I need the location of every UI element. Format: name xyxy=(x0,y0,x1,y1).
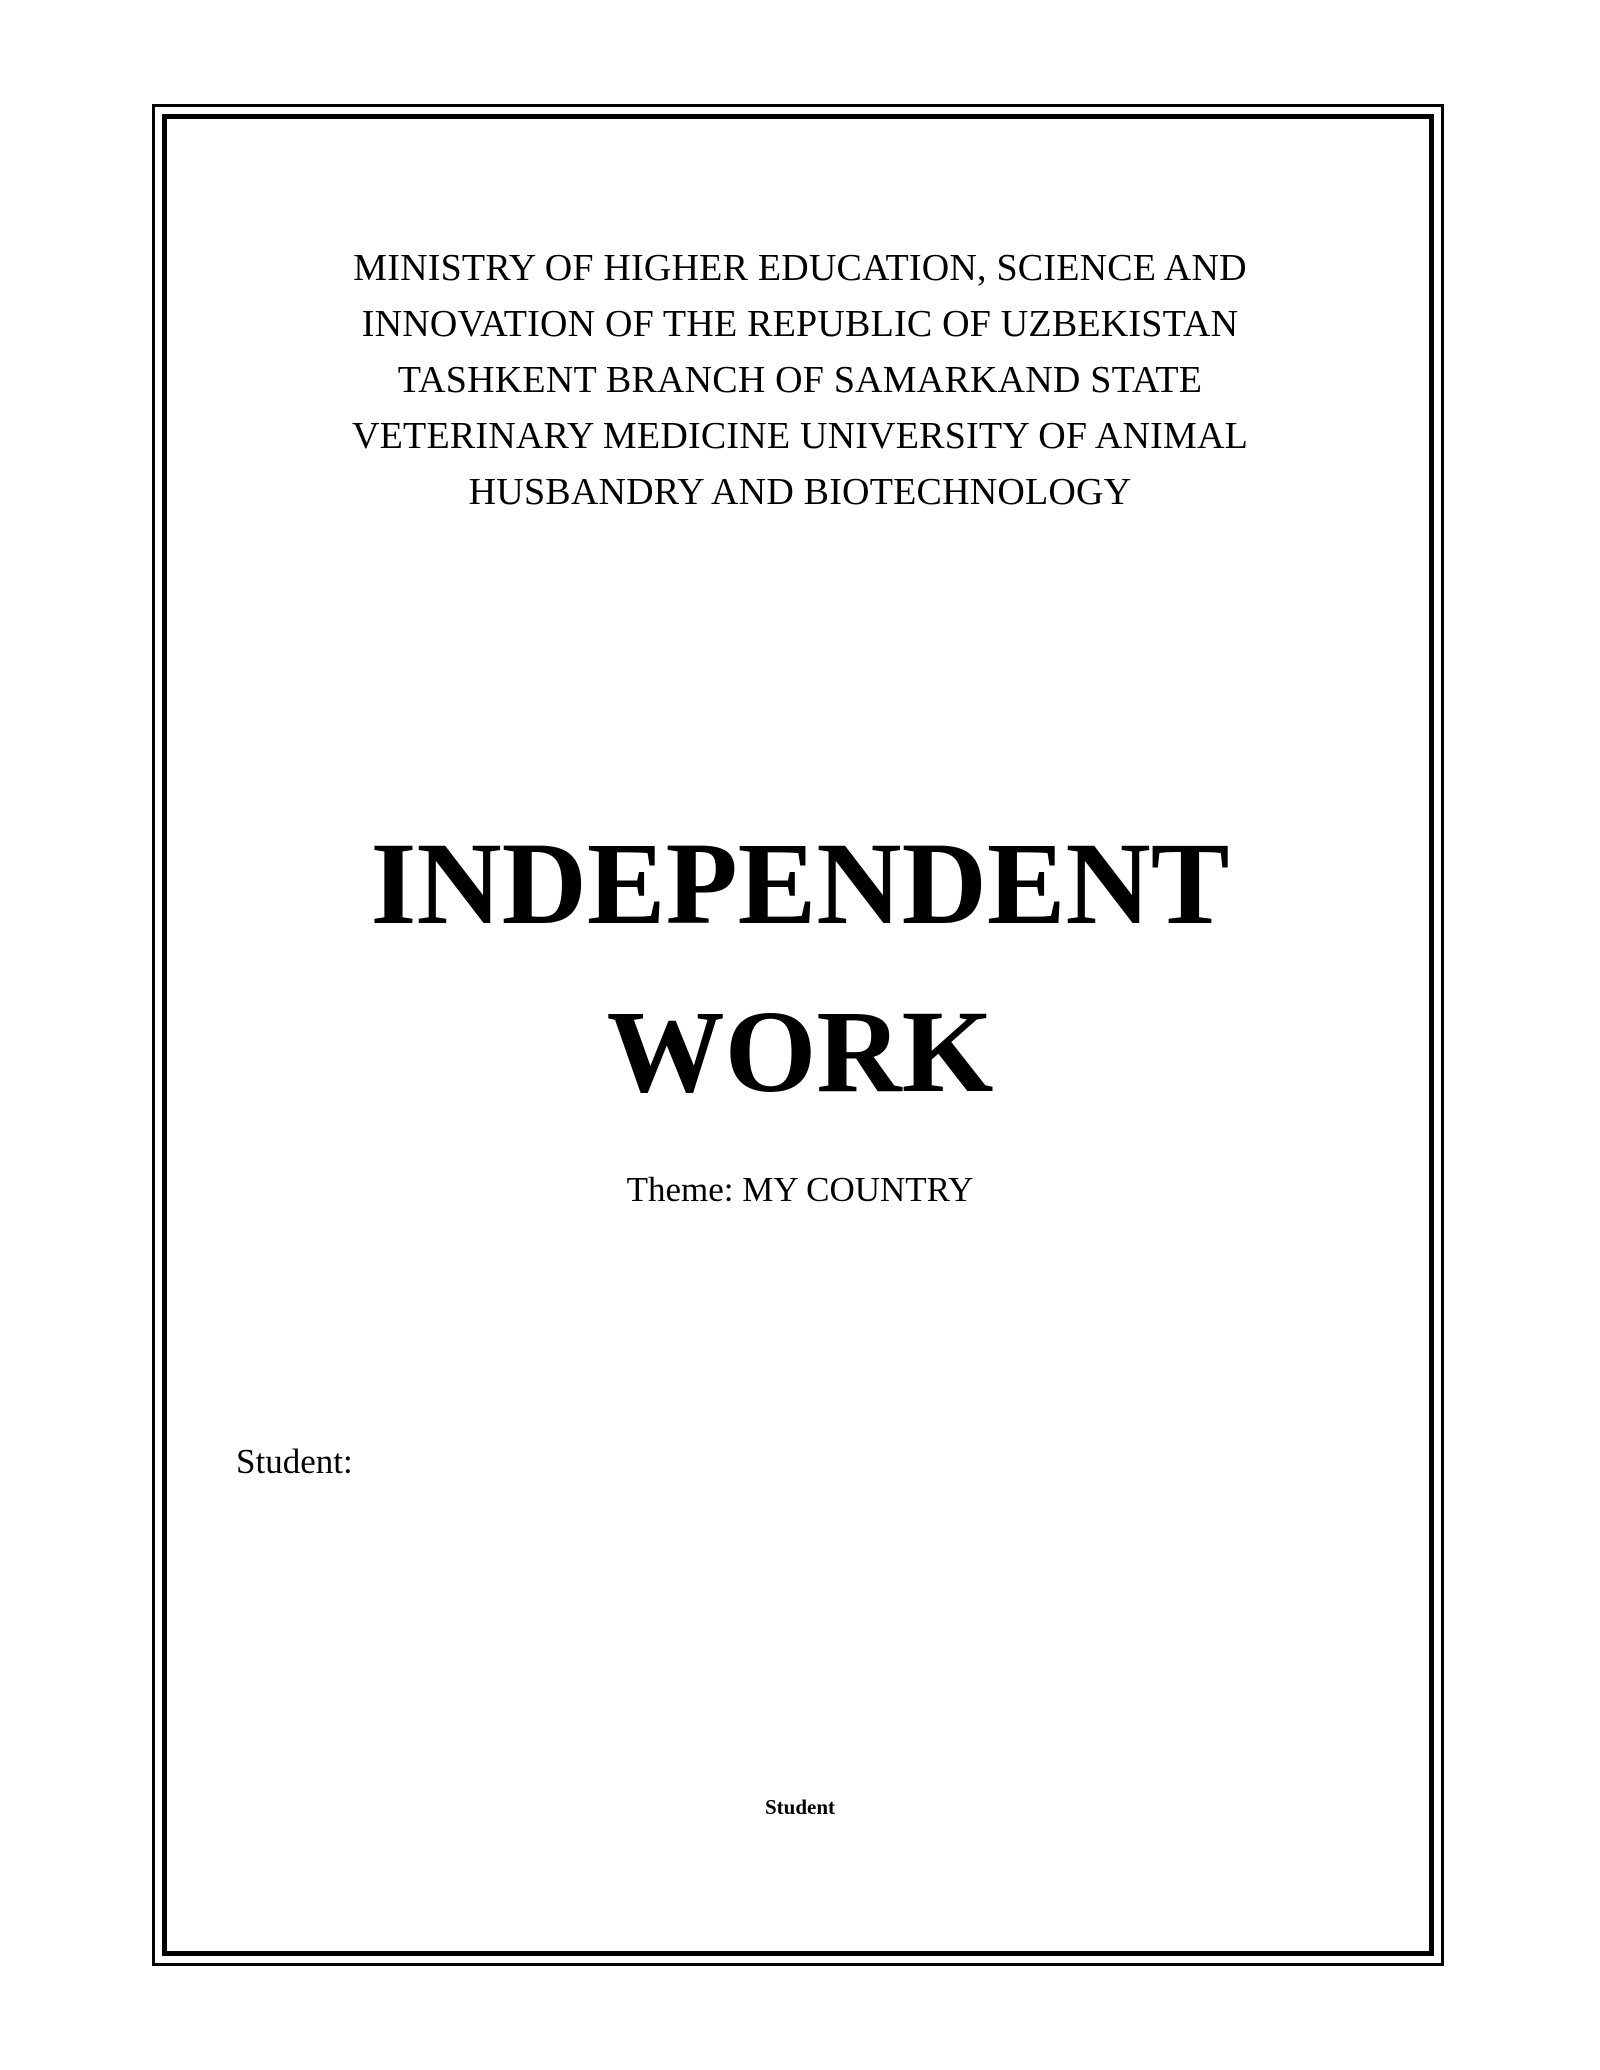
institution-line: VETERINARY MEDICINE UNIVERSITY OF ANIMAL xyxy=(351,415,1249,457)
student-label: Student: xyxy=(236,1442,353,1481)
document-title xyxy=(240,800,1360,1136)
title-line-1: INDEPENDENT xyxy=(370,818,1230,949)
title-line-2: WORK xyxy=(606,986,994,1117)
institution-line: INNOVATION OF THE REPUBLIC OF UZBEKISTAN xyxy=(361,303,1239,345)
institution-line: TASHKENT BRANCH OF SAMARKAND STATE xyxy=(397,359,1203,401)
institution-line: HUSBANDRY AND BIOTECHNOLOGY xyxy=(468,471,1132,513)
theme-line: Theme: MY COUNTRY xyxy=(626,1170,974,1209)
footer-student-label: Student xyxy=(764,1795,836,1819)
institution-header xyxy=(240,240,1360,520)
institution-line: MINISTRY OF HIGHER EDUCATION, SCIENCE AND xyxy=(353,247,1247,289)
